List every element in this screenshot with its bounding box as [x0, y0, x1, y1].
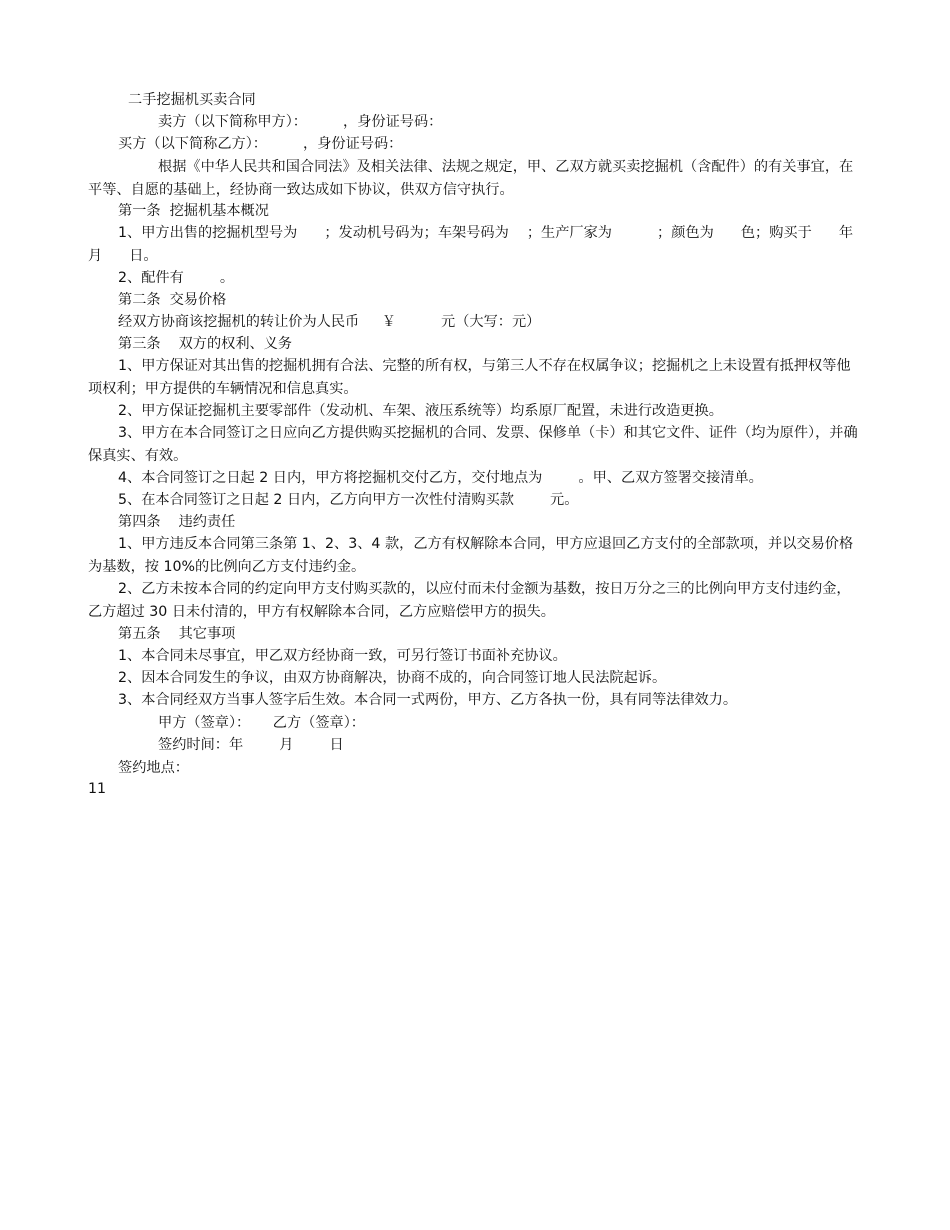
- preamble-paragraph: 根据《中华人民共和国合同法》及相关法律、法规之规定，甲、乙双方就买卖挖掘机（含配件）的有关事宜，在平等、自愿的基础上，经协商一致达成如下协议，供双方信守执行。: [88, 159, 854, 198]
- article-3-item-5: 5、在本合同签订之日起 2 日内，乙方向甲方一次性付清购买款 元。: [118, 492, 579, 508]
- seller-line: 卖方（以下简称甲方）： ，身份证号码：: [158, 114, 443, 130]
- page-number: 11: [88, 781, 107, 797]
- contract-title: 二手挖掘机买卖合同: [128, 92, 256, 108]
- article-4-item-2: 2、乙方未按本合同的约定向甲方支付购买款的，以应付而未付金额为基数，按日万分之三的比例向甲方支付违约金，乙方超过 30 日未付清的，甲方有权解除本合同，乙方应赔偿甲方的损失。: [88, 581, 851, 620]
- article-3-item-4: 4、本合同签订之日起 2 日内，甲方将挖掘机交付乙方，交付地点为 。甲、乙双方签署交接清单。: [118, 470, 763, 486]
- signature-place: 签约地点：: [118, 760, 189, 776]
- article-3-heading: 第三条 双方的权利、义务: [118, 336, 293, 352]
- article-5-item-1: 1、本合同未尽事宜，甲乙双方经协商一致，可另行签订书面补充协议。: [118, 648, 567, 664]
- article-1-item-2: 2、配件有 。: [118, 270, 235, 286]
- article-4-item-1: 1、甲方违反本合同第三条第 1、2、3、4 款，乙方有权解除本合同，甲方应退回乙方支付的全部款项，并以交易价格为基数，按 10%的比例向乙方支付违约金。: [88, 536, 854, 575]
- article-3-item-1: 1、甲方保证对其出售的挖掘机拥有合法、完整的所有权，与第三人不存在权属争议；挖掘机之上未设置有抵押权等他项权利；甲方提供的车辆情况和信息真实。: [88, 358, 851, 397]
- signature-parties: 甲方（签章）： 乙方（签章）：: [158, 715, 365, 731]
- buyer-line: 买方（以下简称乙方）： ，身份证号码：: [118, 136, 403, 152]
- article-5-item-2: 2、因本合同发生的争议，由双方协商解决，协商不成的，向合同签订地人民法院起诉。: [118, 670, 667, 686]
- article-1-heading: 第一条 挖掘机基本概况: [118, 203, 269, 219]
- article-2-item-1: 经双方协商该挖掘机的转让价为人民币 ￥ 元（大写：元）: [118, 314, 541, 330]
- signature-date: 签约时间：年 月 日: [158, 737, 344, 753]
- article-5-heading: 第五条 其它事项: [118, 626, 236, 642]
- article-2-heading: 第二条 交易价格: [118, 292, 227, 308]
- article-1-item-1: 1、甲方出售的挖掘机型号为 ；发动机号码为；车架号码为 ；生产厂家为 ；颜色为 色；购买于 年 月 日。: [88, 225, 881, 264]
- article-5-item-3: 3、本合同经双方当事人签字后生效。本合同一式两份，甲方、乙方各执一份，具有同等法律效力。: [118, 692, 738, 708]
- article-3-item-3: 3、甲方在本合同签订之日应向乙方提供购买挖掘机的合同、发票、保修单（卡）和其它文件、证件（均为原件），并确保真实、有效。: [88, 425, 858, 464]
- article-3-item-2: 2、甲方保证挖掘机主要零部件（发动机、车架、液压系统等）均系原厂配置，未进行改造更换。: [118, 403, 723, 419]
- article-4-heading: 第四条 违约责任: [118, 514, 236, 530]
